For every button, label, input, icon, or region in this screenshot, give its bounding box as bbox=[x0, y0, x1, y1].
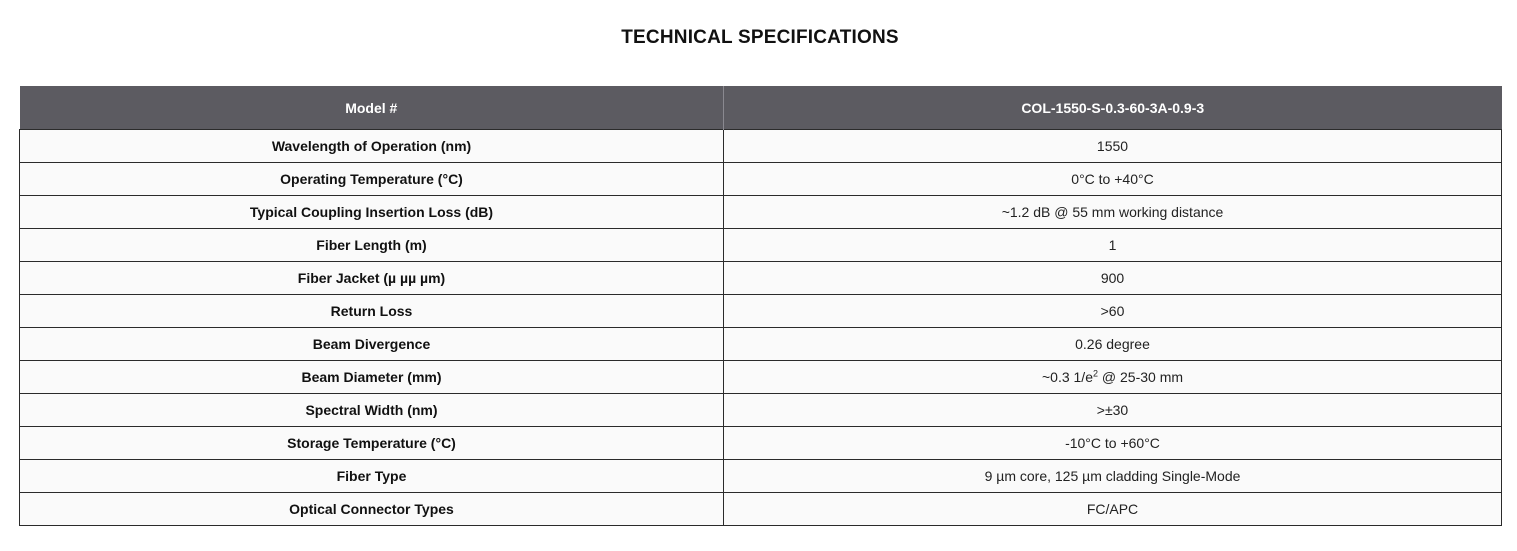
spec-value-operating-temperature: 0°C to +40°C bbox=[724, 163, 1502, 196]
table-row bbox=[20, 229, 1502, 262]
beam-diameter-exponent: 2 bbox=[1092, 368, 1098, 379]
spec-value-fiber-jacket: 900 bbox=[724, 262, 1502, 295]
table-row bbox=[20, 394, 1502, 427]
table-row bbox=[20, 130, 1502, 163]
table-row bbox=[20, 427, 1502, 460]
spec-label-spectral-width: Spectral Width (nm) bbox=[20, 394, 724, 427]
spec-label-return-loss: Return Loss bbox=[20, 295, 724, 328]
table-row bbox=[20, 328, 1502, 361]
spec-value-fiber-type: 9 µm core, 125 µm cladding Single-Mode bbox=[724, 460, 1502, 493]
spec-label-beam-divergence: Beam Divergence bbox=[20, 328, 724, 361]
spec-label-beam-diameter: Beam Diameter (mm) bbox=[20, 361, 724, 394]
table-row bbox=[20, 460, 1502, 493]
spec-value-spectral-width: >±30 bbox=[724, 394, 1502, 427]
spec-label-operating-temperature: Operating Temperature (°C) bbox=[20, 163, 724, 196]
spec-label-insertion-loss: Typical Coupling Insertion Loss (dB) bbox=[20, 196, 724, 229]
header-model-value: COL-1550-S-0.3-60-3A-0.9-3 bbox=[724, 86, 1502, 130]
spec-value-connector-types: FC/APC bbox=[724, 493, 1502, 526]
spec-value-fiber-length: 1 bbox=[724, 229, 1502, 262]
page-title: TECHNICAL SPECIFICATIONS bbox=[621, 27, 899, 48]
spec-label-wavelength: Wavelength of Operation (nm) bbox=[20, 130, 724, 163]
header-model-label: Model # bbox=[20, 86, 724, 130]
beam-diameter-value-range: @ 25-30 mm bbox=[1098, 369, 1184, 385]
spec-label-storage-temperature: Storage Temperature (°C) bbox=[20, 427, 724, 460]
spec-value-insertion-loss: ~1.2 dB @ 55 mm working distance bbox=[724, 196, 1502, 229]
beam-diameter-value-main: ~0.3 1/e bbox=[1041, 369, 1093, 385]
spec-value-wavelength: 1550 bbox=[724, 130, 1502, 163]
table-row bbox=[20, 163, 1502, 196]
spec-value-beam-diameter bbox=[724, 361, 1502, 394]
table-row bbox=[20, 262, 1502, 295]
spec-label-fiber-length: Fiber Length (m) bbox=[20, 229, 724, 262]
table-row bbox=[20, 196, 1502, 229]
spec-value-storage-temperature: -10°C to +60°C bbox=[724, 427, 1502, 460]
spec-label-connector-types: Optical Connector Types bbox=[20, 493, 724, 526]
table-row bbox=[20, 295, 1502, 328]
spec-label-fiber-type: Fiber Type bbox=[20, 460, 724, 493]
table-row bbox=[20, 361, 1502, 394]
spec-label-fiber-jacket: Fiber Jacket (µ µµ µm) bbox=[20, 262, 724, 295]
specifications-table bbox=[19, 86, 1502, 526]
table-header-row bbox=[20, 86, 1502, 130]
spec-value-beam-divergence: 0.26 degree bbox=[724, 328, 1502, 361]
spec-value-return-loss: >60 bbox=[724, 295, 1502, 328]
table-row bbox=[20, 493, 1502, 526]
